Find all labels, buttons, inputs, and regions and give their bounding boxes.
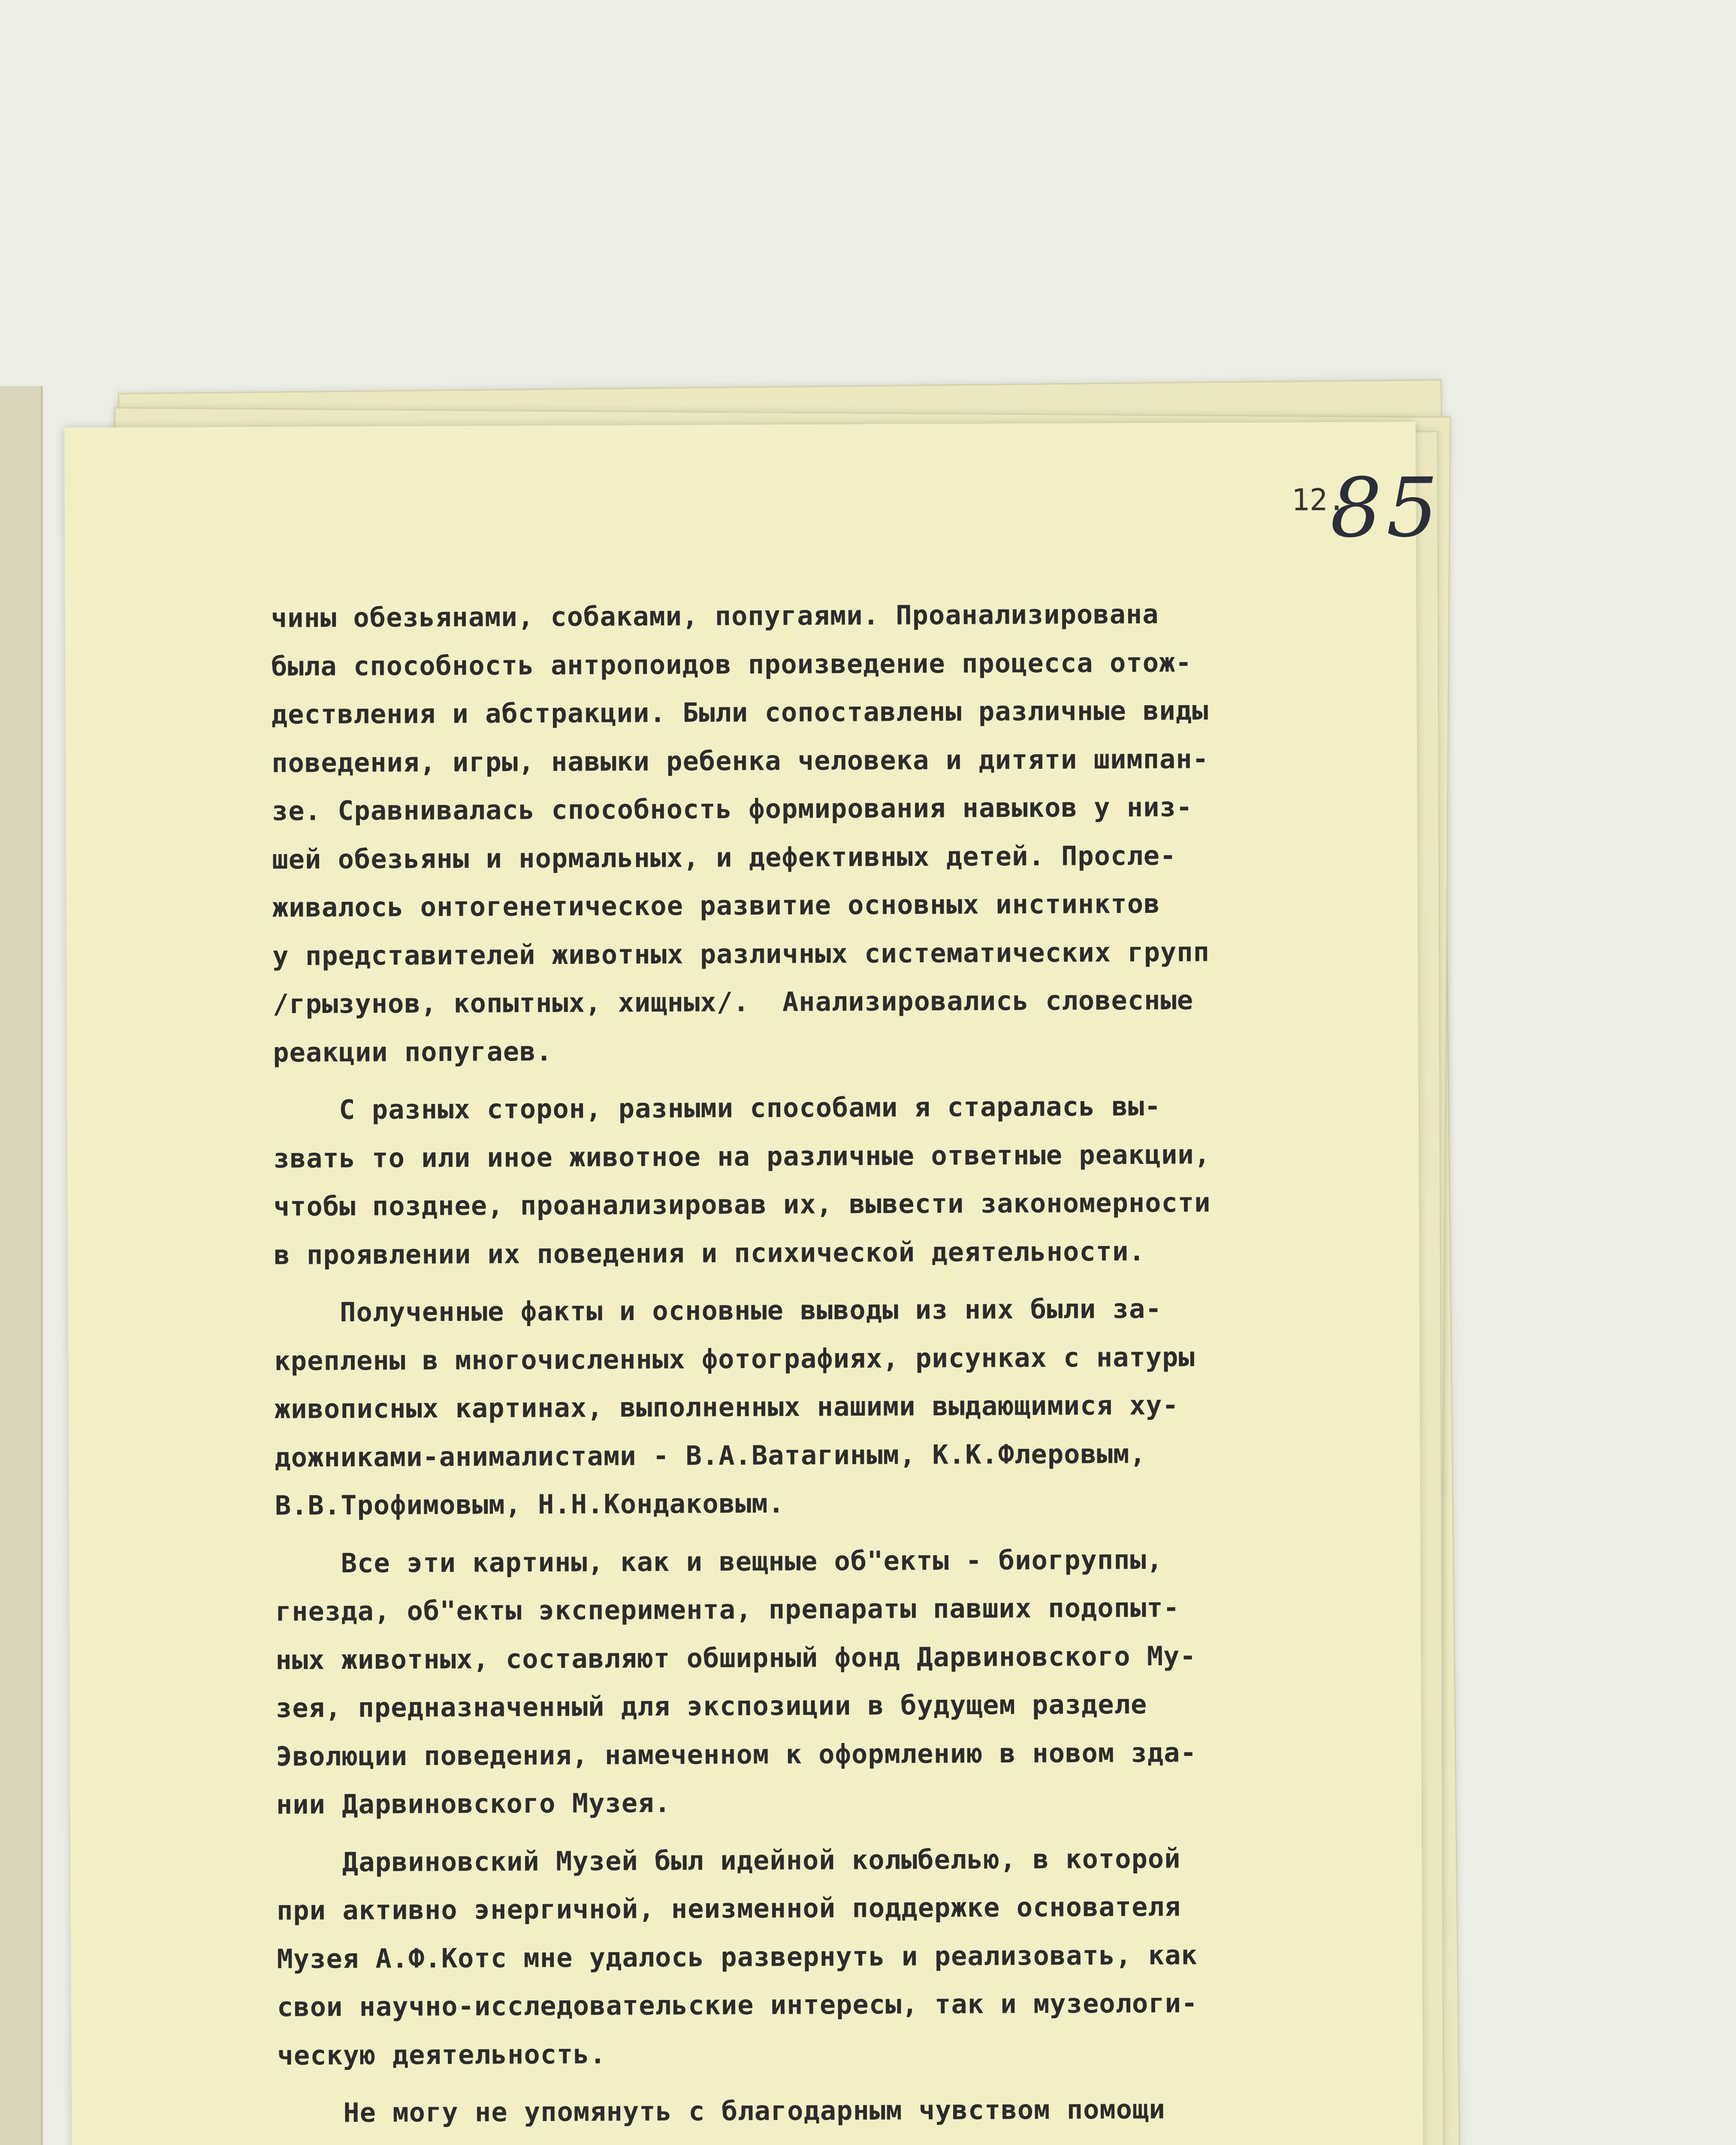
text-line: Не могу не упомянуть с благодарным чувством помощи: [277, 2093, 1165, 2129]
text-line: была способность антропоидов произведение процесса отож-: [271, 646, 1192, 682]
handwritten-archive-number: 85: [1330, 460, 1443, 556]
text-line: /грызунов, копытных, хищных/. Анализировались словесные: [272, 984, 1194, 1020]
text-line: дествления и абстракции. Были сопоставлены различные виды: [271, 695, 1209, 730]
text-line: шей обезьяны и нормальных, и дефективных детей. Просле-: [272, 840, 1177, 875]
text-line: Все эти картины, как и вещные об"екты - биогруппы,: [275, 1544, 1163, 1579]
text-line: поведения, игры, навыки ребенка человека и дитяти шимпан-: [272, 743, 1209, 779]
text-line: при активно энергичной, неизменной поддержке основателя: [276, 1891, 1181, 1926]
body-text: [271, 589, 1385, 2138]
text-line: живописных картинах, выполненных нашими выдающимися ху-: [274, 1389, 1179, 1425]
text-line: гнезда, об"екты эксперимента, препараты павших подопыт-: [275, 1592, 1180, 1627]
text-line: креплены в многочисленных фотографиях, рисунках с натуры: [274, 1341, 1195, 1377]
text-line: зея, предназначенный для экспозиции в будущем разделе: [275, 1688, 1147, 1724]
text-line: дожниками-анималистами - В.А.Ватагиным, К.К.Флеровым,: [275, 1438, 1146, 1473]
text-line: Музея А.Ф.Котс мне удалось развернуть и реализовать, как: [277, 1939, 1198, 1975]
text-line: Дарвиновский Музей был идейной колыбелью, в которой: [276, 1843, 1181, 1878]
text-line: свои научно-исследовательские интересы, так и музеологи-: [277, 1987, 1198, 2023]
text-line: Эволюции поведения, намеченном к оформлению в новом зда-: [276, 1736, 1197, 1772]
text-line: зе. Сравнивалась способность формирования навыков у низ-: [272, 791, 1193, 827]
text-line: у представителей животных различных систематических групп: [272, 936, 1210, 972]
text-line: С разных сторон, разными способами я старалась вы-: [273, 1090, 1161, 1126]
text-line: В.В.Трофимовым, Н.Н.Кондаковым.: [275, 1487, 785, 1521]
text-line: чины обезьянами, собаками, попугаями. Проанализирована: [271, 598, 1159, 634]
text-line: живалось онтогенетическое развитие основных инстинктов: [272, 888, 1160, 923]
text-line: Полученные факты и основные выводы из них были за-: [274, 1293, 1162, 1328]
page-number: 12.: [1291, 482, 1346, 518]
typewritten-page: [64, 422, 1443, 2145]
text-line: ных животных, составляют обширный фонд Дарвиновского Му-: [275, 1640, 1196, 1676]
text-line: чтобы позднее, проанализировав их, вывести закономерности: [273, 1187, 1211, 1222]
text-line: реакции попугаев.: [273, 1035, 553, 1068]
text-line: в проявлении их поведения и психической деятельности.: [274, 1235, 1145, 1271]
text-line: ческую деятельность.: [277, 2038, 607, 2071]
text-line: звать то или иное животное на различные ответные реакции,: [273, 1138, 1211, 1174]
adjacent-page-edge: [0, 386, 43, 2145]
text-line: нии Дарвиновского Музея.: [276, 1787, 671, 1820]
